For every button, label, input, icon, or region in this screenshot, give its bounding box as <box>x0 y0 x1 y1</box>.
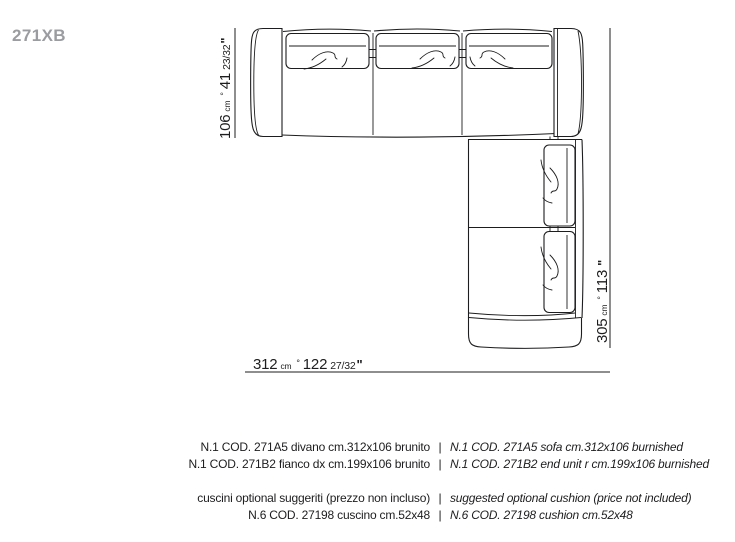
column-separator: | <box>438 440 442 454</box>
dimension-label-width <box>253 356 613 373</box>
dim-inch-mark: " <box>595 259 610 266</box>
dim-cm-value: 312 <box>253 356 278 373</box>
dim-cm-unit: cm <box>599 304 609 316</box>
dim-inch-fraction: 27/32 <box>330 360 356 372</box>
dim-cm-unit: cm <box>222 100 232 112</box>
end-unit-section <box>468 137 583 349</box>
description-italian: N.1 COD. 271A5 divano cm.312x106 brunito <box>200 440 430 454</box>
description-row <box>0 439 735 456</box>
description-english: N.6 COD. 27198 cushion cm.52x48 <box>450 508 633 522</box>
back-cushions <box>286 34 552 70</box>
dim-inch-value: 113 <box>594 269 611 294</box>
dim-inch-fraction: 23/32 <box>221 44 233 70</box>
model-code: 271XB <box>12 26 66 45</box>
dim-inch-value: 122 <box>302 356 328 373</box>
description-row <box>0 507 735 524</box>
dim-cm-unit: cm <box>280 361 292 371</box>
dimension-label-total-depth <box>594 231 611 343</box>
dim-separator: ° <box>219 92 229 96</box>
dim-separator: ° <box>596 296 606 300</box>
column-separator: | <box>438 491 442 505</box>
description-english: N.1 COD. 271B2 end unit r cm.199x106 burnished <box>450 457 709 471</box>
description-row <box>0 456 735 473</box>
sofa-section <box>251 29 584 138</box>
column-separator: | <box>438 508 442 522</box>
description-english: suggested optional cushion (price not included) <box>450 491 692 505</box>
description-italian: cuscini optional suggeriti (prezzo non incluso) <box>197 491 430 505</box>
dim-inch-value: 41 <box>217 72 234 90</box>
end-cap <box>469 318 582 349</box>
description-english: N.1 COD. 271A5 sofa cm.312x106 burnished <box>450 440 683 454</box>
left-armrest <box>251 29 282 137</box>
dim-cm-value: 106 <box>217 114 234 139</box>
dim-inch-mark: " <box>218 37 233 44</box>
description-block <box>0 439 735 524</box>
dim-separator: ° <box>296 358 300 368</box>
dim-cm-value: 305 <box>594 318 611 343</box>
dimension-label-depth <box>217 27 234 139</box>
right-backrest-piece <box>554 29 583 137</box>
column-separator: | <box>438 457 442 471</box>
dim-inch-mark: " <box>356 357 363 372</box>
description-row <box>0 490 735 507</box>
end-unit-back-cushions <box>541 137 575 313</box>
description-italian: N.6 COD. 27198 cuscino cm.52x48 <box>248 508 430 522</box>
description-italian: N.1 COD. 271B2 fianco dx cm.199x106 brunito <box>188 457 430 471</box>
